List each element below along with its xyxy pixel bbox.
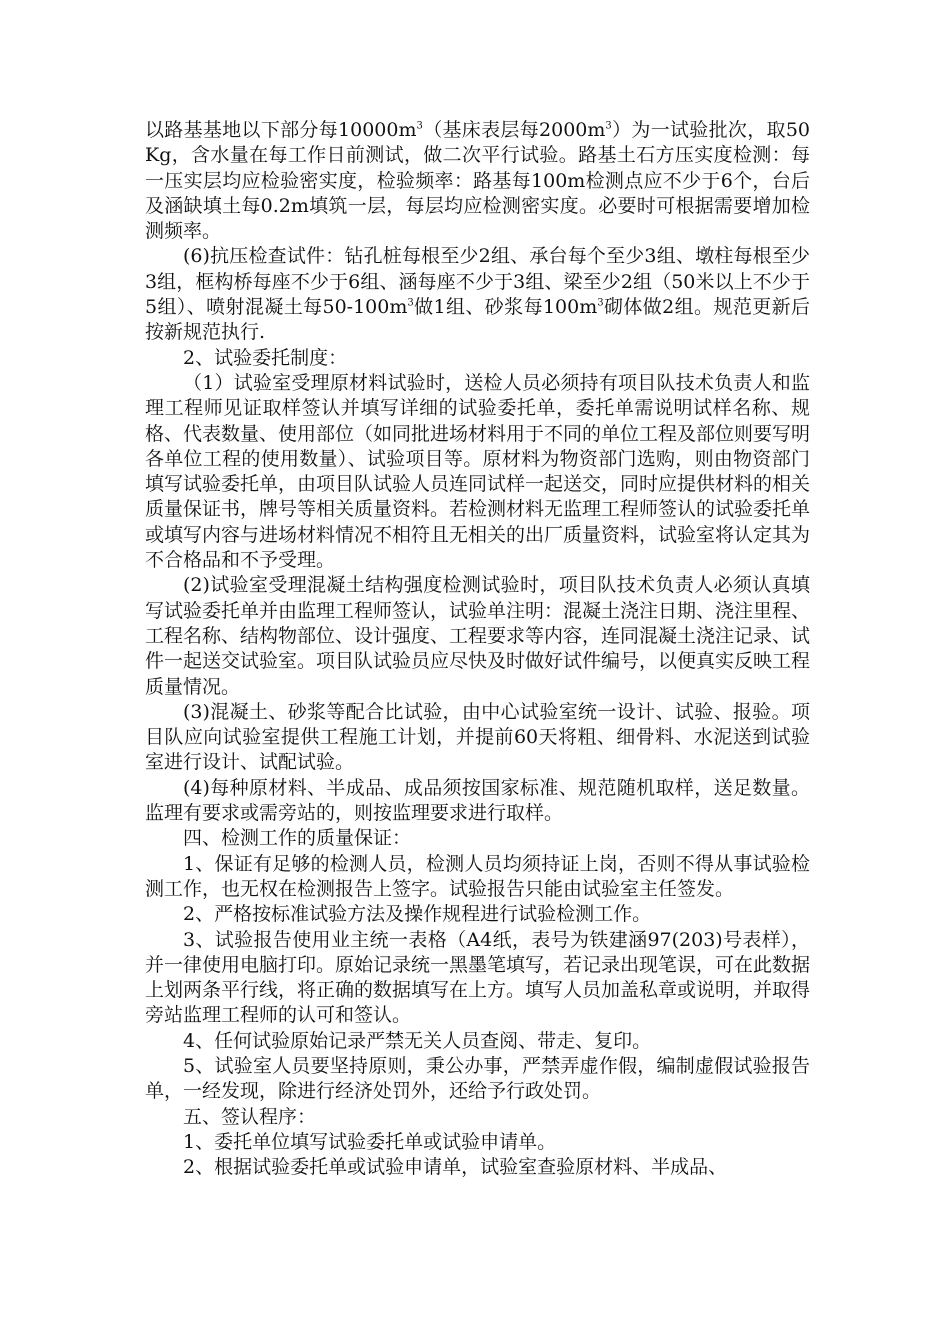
- paragraph-text: 2、严格按标准试验方法及操作规程进行试验检测工作。: [183, 903, 652, 926]
- paragraph-text: 5、试验室人员要坚持原则，秉公办事，严禁弄虚作假，编制虚假试验报告单，一经发现，除进行经济处罚外，还给予行政处罚。: [145, 1054, 810, 1103]
- document-body: [145, 118, 810, 1180]
- paragraph: [145, 573, 810, 699]
- paragraph: [145, 1105, 810, 1130]
- paragraph: [145, 1155, 810, 1180]
- paragraph-text: （1）试验室受理原材料试验时，送检人员必须持有项目队技术负责人和监理工程师见证取样签认并填写详细的试验委托单，委托单需说明试样名称、规格、代表数量、使用部位（如同批进场材料用于不同的单位工程及部位则要写明各单位工程的使用数量）、试验项目等。原材料为物资部门选购，则由物资部门填写试验委托单，由项目队试验人员连同试样一起送交，同时应提供材料的相关质量保证书，牌号等相关质量资料。若检测材料无监理工程师签认的试验委托单或填写内容与进场材料情况不相符且无相关的出厂质量资料，试验室将认定其为不合格品和不予受理。: [145, 371, 811, 572]
- paragraph: [145, 902, 810, 927]
- paragraph-text: 做1组、砂浆每100m: [413, 296, 598, 319]
- paragraph-text: 1、委托单位填写试验委托单或试验申请单。: [183, 1130, 557, 1153]
- superscript: 3: [407, 297, 414, 309]
- paragraph: [145, 776, 810, 827]
- paragraph: [145, 826, 810, 851]
- paragraph: [145, 700, 810, 776]
- paragraph-text: 3、试验报告使用业主统一表格（A4纸，表号为铁建涵97(203)号表样），并一律使用电脑打印。原始记录统一黑墨笔填写，若记录出现笔误，可在此数据上划两条平行线，将正确的数据填写在上方。填写人员加盖私章或说明，并取得旁站监理工程师的认可和签认。: [145, 928, 811, 1027]
- paragraph: [145, 852, 810, 903]
- paragraph: [145, 1054, 810, 1105]
- paragraph-text: 砌体做2组。规范更新后按新规范执行.: [145, 296, 811, 344]
- paragraph-text: 四、检测工作的质量保证：: [183, 827, 412, 850]
- superscript: 3: [605, 120, 612, 132]
- paragraph-text: 2、根据试验委托单或试验申请单，试验室查验原材料、半成品、: [183, 1156, 728, 1179]
- paragraph-text: (4)每种原材料、半成品、成品须按国家标准、规范随机取样，送足数量。监理有要求或需旁站的，则按监理要求进行取样。: [145, 776, 810, 825]
- paragraph-text: ）为一试验批次，取50Kg，含水量在每工作日前测试，做二次平行试验。路基土石方压实度检测：每一压实层均应检验密实度，检验频率：路基每100m检测点应不少于6个，台后及涵缺填土每0.2m填筑一层，每层均应检测密实度。必要时可根据需要增加检测频率。: [145, 119, 811, 243]
- paragraph: [145, 1130, 810, 1155]
- paragraph: [145, 346, 810, 371]
- paragraph-text: 五、签认程序：: [183, 1105, 317, 1128]
- paragraph-text: (2)试验室受理混凝土结构强度检测试验时，项目队技术负责人必须认真填写试验委托单并由监理工程师签认，试验单注明：混凝土浇注日期、浇注里程、工程名称、结构物部位、设计强度、工程要求等内容，连同混凝土浇注记录、试件一起送交试验室。项目队试验员应尽快及时做好试件编号，以便真实反映工程质量情况。: [145, 574, 811, 698]
- paragraph-text: 2、试验委托制度：: [183, 346, 348, 369]
- paragraph: [145, 928, 810, 1029]
- paragraph-text: (6)抗压检查试件：钻孔桩每根至少2组、承台每个至少3组、墩柱每根至少3组，框构桥每座不少于6组、涵每座不少于3组、梁至少2组（50米以上不少于5组）、喷射混凝土每50-100m: [145, 245, 810, 319]
- paragraph: [145, 244, 810, 345]
- superscript: 3: [597, 297, 604, 309]
- paragraph-text: 1、保证有足够的检测人员，检测人员均须持证上岗，否则不得从事试验检测工作，也无权在检测报告上签字。试验报告只能由试验室主任签发。: [145, 852, 810, 900]
- paragraph: [145, 1029, 810, 1054]
- paragraph-text: 以路基基地以下部分每10000m: [145, 119, 417, 141]
- paragraph-text: （基床表层每2000m: [422, 119, 606, 141]
- superscript: 3: [416, 120, 423, 132]
- paragraph: [145, 118, 810, 244]
- paragraph-text: 4、任何试验原始记录严禁无关人员查阅、带走、复印。: [183, 1029, 652, 1052]
- paragraph-text: (3)混凝土、砂浆等配合比试验，由中心试验室统一设计、试验、报验。项目队应向试验室提供工程施工计划，并提前60天将粗、细骨料、水泥送到试验室进行设计、试配试验。: [145, 700, 810, 774]
- paragraph: [145, 371, 810, 573]
